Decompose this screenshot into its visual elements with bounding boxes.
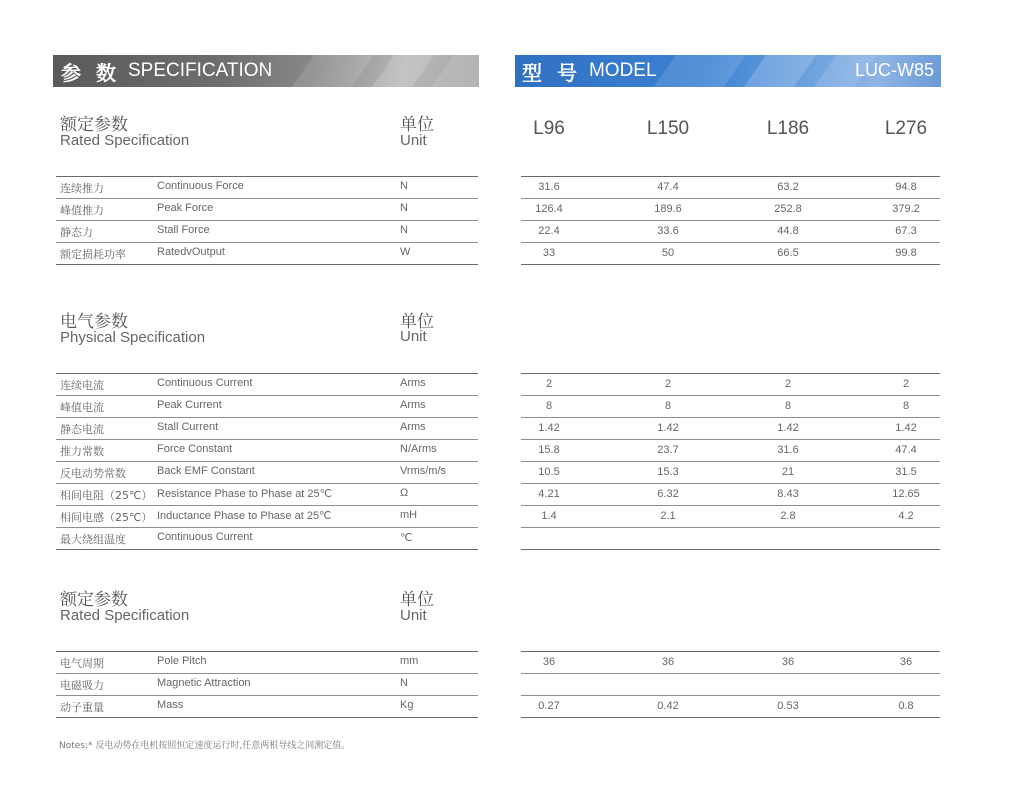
param-unit: Ω — [400, 487, 409, 499]
table-bottom-line — [521, 717, 940, 718]
row-divider — [56, 483, 478, 484]
section1-unit-cn: 单位 — [400, 115, 434, 135]
value-cell-l150: 1.42 — [657, 422, 679, 434]
value-cell-l276: 36 — [899, 656, 913, 668]
value-cell-l150: 33.6 — [657, 225, 679, 237]
param-name-cn: 相间电阻（25℃） — [60, 489, 153, 502]
model-name-l276: L276 — [884, 118, 928, 139]
value-cell-l96: 2 — [545, 378, 553, 390]
value-cell-l150: 2 — [664, 378, 672, 390]
value-row — [521, 417, 940, 438]
spec-row — [56, 417, 478, 438]
value-cell-l276: 12.65 — [892, 488, 920, 500]
param-name-cn: 额定损耗功率 — [60, 248, 126, 261]
row-divider — [521, 483, 940, 484]
model-name-l186: L186 — [766, 118, 810, 139]
row-divider — [56, 695, 478, 696]
value-cell-l96: 4.21 — [538, 488, 560, 500]
param-name-en: Inductance Phase to Phase at 25℃ — [157, 510, 332, 522]
param-name-cn: 推力常数 — [60, 445, 104, 458]
row-divider — [56, 527, 478, 528]
param-name-en: Peak Force — [157, 202, 214, 214]
param-name-en: RatedvOutput — [157, 246, 225, 258]
param-name-cn: 静态力 — [60, 226, 93, 239]
row-divider — [521, 176, 940, 177]
value-cell-l276: 31.5 — [895, 466, 917, 478]
value-cell-l186: 0.53 — [777, 700, 799, 712]
row-divider — [56, 242, 478, 243]
model-header — [515, 55, 941, 87]
value-cell-l276: 94.8 — [895, 181, 917, 193]
param-unit: mH — [400, 509, 418, 521]
value-cell-l96: 22.4 — [538, 225, 560, 237]
param-unit: Kg — [400, 699, 414, 711]
value-cell-l276: 47.4 — [895, 444, 917, 456]
value-row — [521, 176, 940, 197]
value-cell-l276: 0.8 — [898, 700, 914, 712]
value-cell-l96: 1.42 — [538, 422, 560, 434]
value-cell-l96: 36 — [542, 656, 556, 668]
section2-title-cn: 电气参数 — [60, 312, 128, 332]
section2-unit-en: Unit — [400, 328, 427, 345]
row-divider — [521, 527, 940, 528]
param-unit: Arms — [400, 377, 426, 389]
param-name-cn: 电气周期 — [60, 657, 104, 670]
param-unit: Arms — [400, 399, 426, 411]
row-divider — [521, 198, 940, 199]
value-cell-l186: 66.5 — [777, 247, 799, 259]
model-code: LUC-W85 — [854, 60, 934, 80]
value-row — [521, 395, 940, 416]
row-divider — [56, 673, 478, 674]
model-header-cn: 型 号 — [522, 60, 581, 85]
spec-row — [56, 176, 478, 197]
value-cell-l150: 36 — [661, 656, 675, 668]
value-cell-l150: 8 — [664, 400, 672, 412]
value-cell-l276: 1.42 — [895, 422, 917, 434]
value-cell-l186: 8.43 — [777, 488, 799, 500]
section3-title-en: Rated Specification — [60, 607, 190, 624]
value-row — [521, 651, 940, 672]
param-name-cn: 电磁吸力 — [60, 679, 104, 692]
param-name-en: Peak Current — [157, 399, 222, 411]
value-cell-l96: 1.4 — [541, 510, 557, 522]
value-cell-l276: 67.3 — [895, 225, 917, 237]
row-divider — [521, 417, 940, 418]
row-divider — [521, 439, 940, 440]
section3-unit-en: Unit — [400, 607, 427, 624]
param-unit: N — [400, 224, 408, 236]
value-cell-l150: 47.4 — [657, 181, 679, 193]
notes: Notes:* 反电动势在电机按照恒定速度运行时,任意两根导线之间测定值。 — [59, 741, 351, 751]
section1-title-cn: 额定参数 — [60, 115, 128, 135]
param-name-cn: 峰值电流 — [60, 401, 104, 414]
param-name-en: Continuous Current — [157, 531, 253, 543]
value-cell-l96: 33 — [542, 247, 556, 259]
spec-row — [56, 198, 478, 219]
value-cell-l150: 0.42 — [657, 700, 679, 712]
row-divider — [56, 176, 478, 177]
value-row — [521, 198, 940, 219]
value-cell-l186: 2.8 — [780, 510, 796, 522]
value-cell-l186: 44.8 — [777, 225, 799, 237]
section1-title-en: Rated Specification — [60, 132, 190, 149]
param-unit: N — [400, 180, 408, 192]
row-divider — [521, 651, 940, 652]
param-name-en: Force Constant — [157, 443, 233, 455]
value-row — [521, 220, 940, 241]
param-unit: Arms — [400, 421, 426, 433]
param-name-cn: 连续电流 — [60, 379, 104, 392]
param-name-cn: 动子重量 — [60, 701, 104, 714]
value-cell-l276: 2 — [902, 378, 910, 390]
row-divider — [521, 373, 940, 374]
row-divider — [521, 395, 940, 396]
model-name-l96: L96 — [533, 118, 565, 139]
spec-row — [56, 527, 478, 548]
value-cell-l150: 2.1 — [660, 510, 676, 522]
value-cell-l186: 63.2 — [777, 181, 799, 193]
param-name-cn: 反电动势常数 — [60, 467, 126, 480]
param-name-en: Pole Pitch — [157, 655, 207, 667]
row-divider — [521, 673, 940, 674]
spec-row — [56, 373, 478, 394]
spec-row — [56, 461, 478, 482]
spec-row — [56, 395, 478, 416]
specification-header-en: SPECIFICATION — [127, 60, 273, 81]
section3-title-cn: 额定参数 — [60, 590, 128, 610]
value-row — [521, 373, 940, 394]
table-bottom-line — [56, 549, 478, 550]
param-name-en: Continuous Force — [157, 180, 244, 192]
section3-unit-cn: 单位 — [400, 590, 434, 610]
row-divider — [56, 373, 478, 374]
value-cell-l150: 23.7 — [657, 444, 679, 456]
param-unit: N — [400, 202, 408, 214]
param-unit: Vrms/m/s — [400, 465, 447, 477]
spec-row — [56, 505, 478, 526]
spec-row — [56, 673, 478, 694]
row-divider — [56, 505, 478, 506]
spec-row — [56, 483, 478, 504]
value-row — [521, 483, 940, 504]
section1-unit-en: Unit — [400, 132, 427, 149]
value-row — [521, 695, 940, 716]
section2-title-en: Physical Specification — [60, 329, 206, 346]
value-cell-l186: 1.42 — [777, 422, 799, 434]
value-row — [521, 439, 940, 460]
param-unit: ℃ — [400, 532, 413, 544]
value-cell-l96: 31.6 — [538, 181, 560, 193]
value-cell-l150: 15.3 — [657, 466, 679, 478]
value-cell-l276: 8 — [902, 400, 910, 412]
param-name-cn: 相间电感（25℃） — [60, 511, 153, 524]
value-cell-l96: 126.4 — [535, 203, 563, 215]
param-name-cn: 静态电流 — [60, 423, 104, 436]
value-cell-l186: 252.8 — [774, 203, 802, 215]
value-cell-l186: 31.6 — [777, 444, 799, 456]
spec-row — [56, 439, 478, 460]
specification-header-cn: 参 数 — [61, 60, 120, 85]
specification-header — [53, 55, 479, 87]
row-divider — [521, 505, 940, 506]
row-divider — [56, 651, 478, 652]
value-row — [521, 461, 940, 482]
value-cell-l276: 99.8 — [895, 247, 917, 259]
value-cell-l96: 15.8 — [538, 444, 560, 456]
row-divider — [56, 395, 478, 396]
value-row — [521, 673, 940, 694]
row-divider — [56, 417, 478, 418]
section2-unit-cn: 单位 — [400, 312, 434, 332]
value-cell-l276: 4.2 — [898, 510, 914, 522]
value-cell-l276: 379.2 — [892, 203, 920, 215]
value-cell-l150: 189.6 — [654, 203, 682, 215]
param-name-cn: 最大绕组温度 — [60, 533, 126, 546]
param-name-en: Continuous Current — [157, 377, 253, 389]
value-row — [521, 242, 940, 263]
param-name-en: Resistance Phase to Phase at 25℃ — [157, 488, 333, 500]
value-cell-l96: 0.27 — [538, 700, 560, 712]
value-cell-l186: 21 — [781, 466, 795, 478]
table-bottom-line — [56, 717, 478, 718]
param-name-cn: 连续推力 — [60, 182, 104, 195]
table-bottom-line — [56, 264, 478, 265]
row-divider — [521, 220, 940, 221]
spec-row — [56, 651, 478, 672]
row-divider — [56, 461, 478, 462]
row-divider — [521, 695, 940, 696]
spec-row — [56, 695, 478, 716]
model-header-en: MODEL — [588, 60, 657, 81]
param-name-cn: 峰值推力 — [60, 204, 104, 217]
param-name-en: Mass — [157, 699, 184, 711]
row-divider — [56, 220, 478, 221]
value-cell-l186: 8 — [784, 400, 792, 412]
model-name-l150: L150 — [646, 118, 690, 139]
value-cell-l186: 36 — [781, 656, 795, 668]
param-name-en: Magnetic Attraction — [157, 677, 251, 689]
value-row — [521, 527, 940, 548]
table-bottom-line — [521, 264, 940, 265]
param-name-en: Stall Force — [157, 224, 210, 236]
row-divider — [56, 198, 478, 199]
row-divider — [521, 242, 940, 243]
spec-row — [56, 220, 478, 241]
table-bottom-line — [521, 549, 940, 550]
param-name-en: Stall Current — [157, 421, 219, 433]
value-cell-l150: 6.32 — [657, 488, 679, 500]
spec-row — [56, 242, 478, 263]
value-cell-l96: 8 — [545, 400, 553, 412]
value-cell-l96: 10.5 — [538, 466, 560, 478]
value-cell-l186: 2 — [784, 378, 792, 390]
param-unit: N — [400, 677, 408, 689]
param-unit: N/Arms — [400, 443, 437, 455]
value-row — [521, 505, 940, 526]
row-divider — [521, 461, 940, 462]
param-name-en: Back EMF Constant — [157, 465, 255, 477]
param-unit: mm — [400, 655, 419, 667]
row-divider — [56, 439, 478, 440]
param-unit: W — [400, 246, 411, 258]
value-cell-l150: 50 — [661, 247, 675, 259]
